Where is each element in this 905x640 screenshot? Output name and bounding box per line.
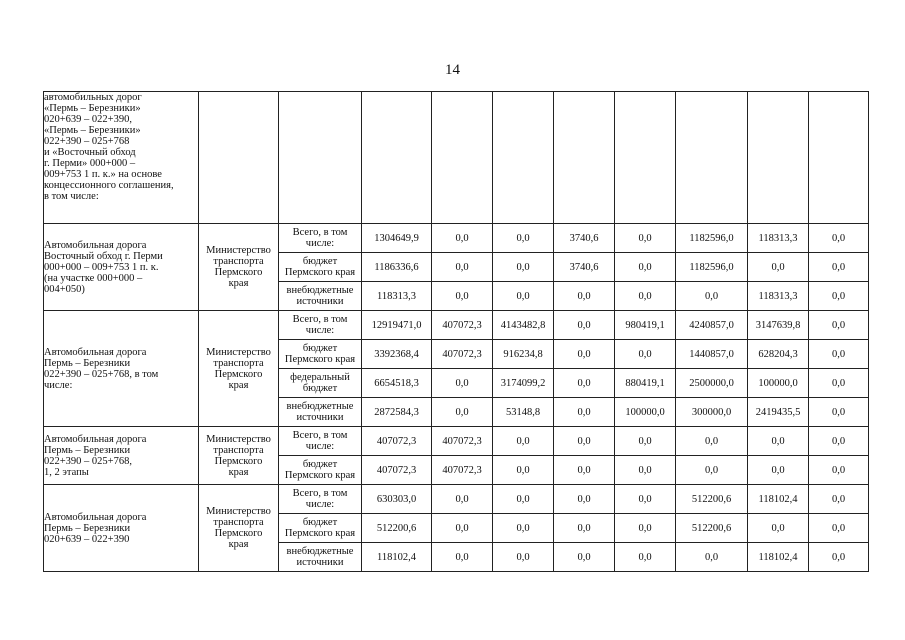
value-cell: 0,0 bbox=[809, 311, 869, 340]
value-cell: 0,0 bbox=[432, 398, 493, 427]
text-line: бюджет bbox=[302, 343, 338, 354]
value-cell: 0,0 bbox=[615, 282, 676, 311]
value-cell: 0,0 bbox=[554, 398, 615, 427]
text-line: Автомобильная дорога bbox=[44, 433, 147, 445]
value-cell: 407072,3 bbox=[362, 456, 432, 485]
text-line: 004+050) bbox=[44, 283, 85, 295]
text-line: 022+390 – 025+768, в том bbox=[44, 368, 159, 380]
intro-row bbox=[44, 92, 869, 224]
value-cell: 118102,4 bbox=[362, 543, 432, 572]
object-cell bbox=[44, 92, 199, 224]
table-row bbox=[44, 224, 869, 253]
value-cell: 0,0 bbox=[809, 543, 869, 572]
funding-source-cell bbox=[279, 282, 362, 311]
empty-cell bbox=[809, 92, 869, 224]
text-line: бюджет bbox=[302, 383, 338, 394]
value-cell: 1440857,0 bbox=[676, 340, 748, 369]
executor-cell bbox=[199, 311, 279, 427]
value-cell: 0,0 bbox=[554, 543, 615, 572]
text-line: числе: bbox=[305, 325, 335, 336]
text-line: 000+000 – 009+753 1 п. к. bbox=[44, 261, 159, 273]
value-cell: 118313,3 bbox=[748, 282, 809, 311]
scan-edge bbox=[0, 0, 905, 3]
value-cell: 0,0 bbox=[554, 485, 615, 514]
text-line: внебюджетные bbox=[286, 285, 354, 296]
empty-cell bbox=[676, 92, 748, 224]
value-cell: 53148,8 bbox=[493, 398, 554, 427]
value-cell: 0,0 bbox=[432, 485, 493, 514]
value-cell: 0,0 bbox=[554, 427, 615, 456]
value-cell: 0,0 bbox=[748, 253, 809, 282]
value-cell: 0,0 bbox=[554, 456, 615, 485]
text-line: Пермь – Березники bbox=[44, 357, 131, 369]
value-cell: 0,0 bbox=[554, 282, 615, 311]
text-line: Пермского края bbox=[284, 470, 356, 481]
empty-cell bbox=[493, 92, 554, 224]
empty-cell bbox=[362, 92, 432, 224]
value-cell: 0,0 bbox=[809, 340, 869, 369]
value-cell: 0,0 bbox=[615, 485, 676, 514]
text-line: Пермь – Березники bbox=[44, 522, 131, 534]
value-cell: 512200,6 bbox=[676, 485, 748, 514]
value-cell: 100000,0 bbox=[748, 369, 809, 398]
text-line: края bbox=[228, 466, 249, 478]
text-line: Пермского края bbox=[284, 267, 356, 278]
text-line: числе: bbox=[305, 441, 335, 452]
value-cell: 628204,3 bbox=[748, 340, 809, 369]
text-line: источники bbox=[296, 296, 344, 307]
value-cell: 1182596,0 bbox=[676, 253, 748, 282]
value-cell: 0,0 bbox=[615, 427, 676, 456]
text-line: Всего, в том bbox=[292, 430, 348, 441]
value-cell: 0,0 bbox=[554, 514, 615, 543]
empty-cell bbox=[615, 92, 676, 224]
text-line: 009+753 1 п. к.» на основе bbox=[44, 169, 162, 180]
text-line: числе: bbox=[44, 379, 73, 391]
text-line: 020+639 – 022+390, bbox=[44, 114, 132, 125]
value-cell: 512200,6 bbox=[362, 514, 432, 543]
value-cell: 0,0 bbox=[615, 514, 676, 543]
text-line: Всего, в том bbox=[292, 314, 348, 325]
text-line: Всего, в том bbox=[292, 227, 348, 238]
text-line: края bbox=[228, 379, 249, 391]
text-line: бюджет bbox=[302, 256, 338, 267]
budget-table bbox=[43, 91, 869, 572]
text-line: числе: bbox=[305, 499, 335, 510]
value-cell: 0,0 bbox=[809, 224, 869, 253]
empty-cell bbox=[554, 92, 615, 224]
value-cell: 6654518,3 bbox=[362, 369, 432, 398]
text-line: Пермь – Березники bbox=[44, 444, 131, 456]
text-line: Министерство bbox=[206, 346, 271, 358]
value-cell: 0,0 bbox=[809, 514, 869, 543]
value-cell: 407072,3 bbox=[432, 311, 493, 340]
value-cell: 0,0 bbox=[432, 282, 493, 311]
value-cell: 300000,0 bbox=[676, 398, 748, 427]
value-cell: 407072,3 bbox=[362, 427, 432, 456]
value-cell: 1186336,6 bbox=[362, 253, 432, 282]
text-line: в том числе: bbox=[44, 191, 99, 202]
funding-source-cell bbox=[279, 398, 362, 427]
text-line: Автомобильная дорога bbox=[44, 239, 147, 251]
funding-source-cell bbox=[279, 456, 362, 485]
funding-source-cell bbox=[279, 543, 362, 572]
value-cell: 0,0 bbox=[676, 282, 748, 311]
value-cell: 1182596,0 bbox=[676, 224, 748, 253]
page-number: 14 bbox=[445, 62, 460, 78]
text-line: Автомобильная дорога bbox=[44, 511, 147, 523]
value-cell: 0,0 bbox=[615, 224, 676, 253]
text-line: Пермского bbox=[214, 368, 263, 380]
value-cell: 0,0 bbox=[748, 514, 809, 543]
funding-source-cell bbox=[279, 427, 362, 456]
value-cell: 0,0 bbox=[493, 253, 554, 282]
text-line: «Пермь – Березники» bbox=[44, 125, 141, 136]
value-cell: 0,0 bbox=[809, 253, 869, 282]
empty-cell bbox=[432, 92, 493, 224]
empty-cell bbox=[199, 92, 279, 224]
value-cell: 100000,0 bbox=[615, 398, 676, 427]
value-cell: 880419,1 bbox=[615, 369, 676, 398]
text-line: Министерство bbox=[206, 433, 271, 445]
text-line: 022+390 – 025+768 bbox=[44, 136, 130, 147]
table-row bbox=[44, 311, 869, 340]
text-line: Пермского bbox=[214, 267, 263, 278]
object-cell bbox=[44, 224, 199, 311]
value-cell: 4143482,8 bbox=[493, 311, 554, 340]
funding-source-cell bbox=[279, 253, 362, 282]
empty-cell bbox=[279, 92, 362, 224]
value-cell: 3740,6 bbox=[554, 253, 615, 282]
text-line: источники bbox=[296, 557, 344, 568]
text-line: внебюджетные bbox=[286, 546, 354, 557]
value-cell: 0,0 bbox=[809, 398, 869, 427]
value-cell: 3147639,8 bbox=[748, 311, 809, 340]
value-cell: 0,0 bbox=[432, 369, 493, 398]
text-line: Министерство bbox=[206, 506, 271, 517]
text-line: 020+639 – 022+390 bbox=[44, 533, 130, 545]
value-cell: 118102,4 bbox=[748, 543, 809, 572]
value-cell: 4240857,0 bbox=[676, 311, 748, 340]
value-cell: 0,0 bbox=[554, 340, 615, 369]
text-line: 1, 2 этапы bbox=[44, 466, 89, 478]
value-cell: 0,0 bbox=[432, 514, 493, 543]
object-cell bbox=[44, 485, 199, 572]
value-cell: 0,0 bbox=[493, 282, 554, 311]
value-cell: 2500000,0 bbox=[676, 369, 748, 398]
funding-source-cell bbox=[279, 369, 362, 398]
value-cell: 0,0 bbox=[676, 543, 748, 572]
value-cell: 0,0 bbox=[809, 456, 869, 485]
executor-cell bbox=[199, 427, 279, 485]
value-cell: 3174099,2 bbox=[493, 369, 554, 398]
text-line: Пермского края bbox=[284, 528, 356, 539]
text-line: 022+390 – 025+768, bbox=[44, 455, 132, 467]
value-cell: 118313,3 bbox=[362, 282, 432, 311]
value-cell: 0,0 bbox=[809, 369, 869, 398]
text-line: и «Восточный обход bbox=[44, 147, 136, 158]
value-cell: 0,0 bbox=[554, 369, 615, 398]
value-cell: 0,0 bbox=[615, 253, 676, 282]
text-line: федеральный bbox=[290, 372, 350, 383]
text-line: Пермского bbox=[214, 528, 263, 539]
text-line: источники bbox=[296, 412, 344, 423]
value-cell: 0,0 bbox=[432, 543, 493, 572]
value-cell: 118102,4 bbox=[748, 485, 809, 514]
text-line: бюджет bbox=[302, 517, 338, 528]
text-line: г. Перми» 000+000 – bbox=[44, 158, 136, 169]
value-cell: 0,0 bbox=[676, 456, 748, 485]
executor-cell bbox=[199, 485, 279, 572]
value-cell: 916234,8 bbox=[493, 340, 554, 369]
text-line: автомобильных дорог bbox=[44, 92, 142, 103]
value-cell: 2872584,3 bbox=[362, 398, 432, 427]
value-cell: 0,0 bbox=[615, 543, 676, 572]
value-cell: 0,0 bbox=[432, 224, 493, 253]
text-line: концессионного соглашения, bbox=[44, 180, 174, 191]
text-line: Пермского края bbox=[284, 354, 356, 365]
value-cell: 0,0 bbox=[748, 456, 809, 485]
value-cell: 980419,1 bbox=[615, 311, 676, 340]
text-line: Пермского bbox=[214, 455, 263, 467]
value-cell: 1304649,9 bbox=[362, 224, 432, 253]
value-cell: 407072,3 bbox=[432, 456, 493, 485]
value-cell: 0,0 bbox=[554, 311, 615, 340]
text-line: транспорта bbox=[213, 256, 264, 267]
table-row bbox=[44, 485, 869, 514]
text-line: бюджет bbox=[302, 459, 338, 470]
text-line: числе: bbox=[305, 238, 335, 249]
value-cell: 0,0 bbox=[493, 514, 554, 543]
funding-source-cell bbox=[279, 514, 362, 543]
object-cell bbox=[44, 311, 199, 427]
text-line: транспорта bbox=[213, 444, 264, 456]
value-cell: 118313,3 bbox=[748, 224, 809, 253]
empty-cell bbox=[748, 92, 809, 224]
object-cell bbox=[44, 427, 199, 485]
funding-source-cell bbox=[279, 311, 362, 340]
value-cell: 407072,3 bbox=[432, 427, 493, 456]
text-line: (на участке 000+000 – bbox=[44, 272, 143, 284]
value-cell: 407072,3 bbox=[432, 340, 493, 369]
text-line: «Пермь – Березники» bbox=[44, 103, 141, 114]
value-cell: 0,0 bbox=[615, 456, 676, 485]
text-line: края bbox=[228, 278, 249, 289]
value-cell: 0,0 bbox=[493, 543, 554, 572]
value-cell: 0,0 bbox=[493, 427, 554, 456]
value-cell: 0,0 bbox=[432, 253, 493, 282]
text-line: Всего, в том bbox=[292, 488, 348, 499]
table-row bbox=[44, 427, 869, 456]
text-line: Министерство bbox=[206, 245, 271, 256]
value-cell: 0,0 bbox=[615, 340, 676, 369]
text-line: транспорта bbox=[213, 357, 264, 369]
value-cell: 0,0 bbox=[748, 427, 809, 456]
value-cell: 0,0 bbox=[809, 427, 869, 456]
funding-source-cell bbox=[279, 224, 362, 253]
text-line: транспорта bbox=[213, 517, 264, 528]
value-cell: 0,0 bbox=[493, 456, 554, 485]
value-cell: 0,0 bbox=[809, 282, 869, 311]
text-line: внебюджетные bbox=[286, 401, 354, 412]
funding-source-cell bbox=[279, 485, 362, 514]
value-cell: 2419435,5 bbox=[748, 398, 809, 427]
value-cell: 0,0 bbox=[809, 485, 869, 514]
value-cell: 0,0 bbox=[493, 485, 554, 514]
text-line: Автомобильная дорога bbox=[44, 346, 147, 358]
text-line: Восточный обход г. Перми bbox=[44, 250, 163, 262]
value-cell: 512200,6 bbox=[676, 514, 748, 543]
value-cell: 0,0 bbox=[676, 427, 748, 456]
funding-source-cell bbox=[279, 340, 362, 369]
value-cell: 3392368,4 bbox=[362, 340, 432, 369]
value-cell: 12919471,0 bbox=[362, 311, 432, 340]
text-line: края bbox=[228, 539, 249, 550]
executor-cell bbox=[199, 224, 279, 311]
value-cell: 3740,6 bbox=[554, 224, 615, 253]
value-cell: 630303,0 bbox=[362, 485, 432, 514]
value-cell: 0,0 bbox=[493, 224, 554, 253]
